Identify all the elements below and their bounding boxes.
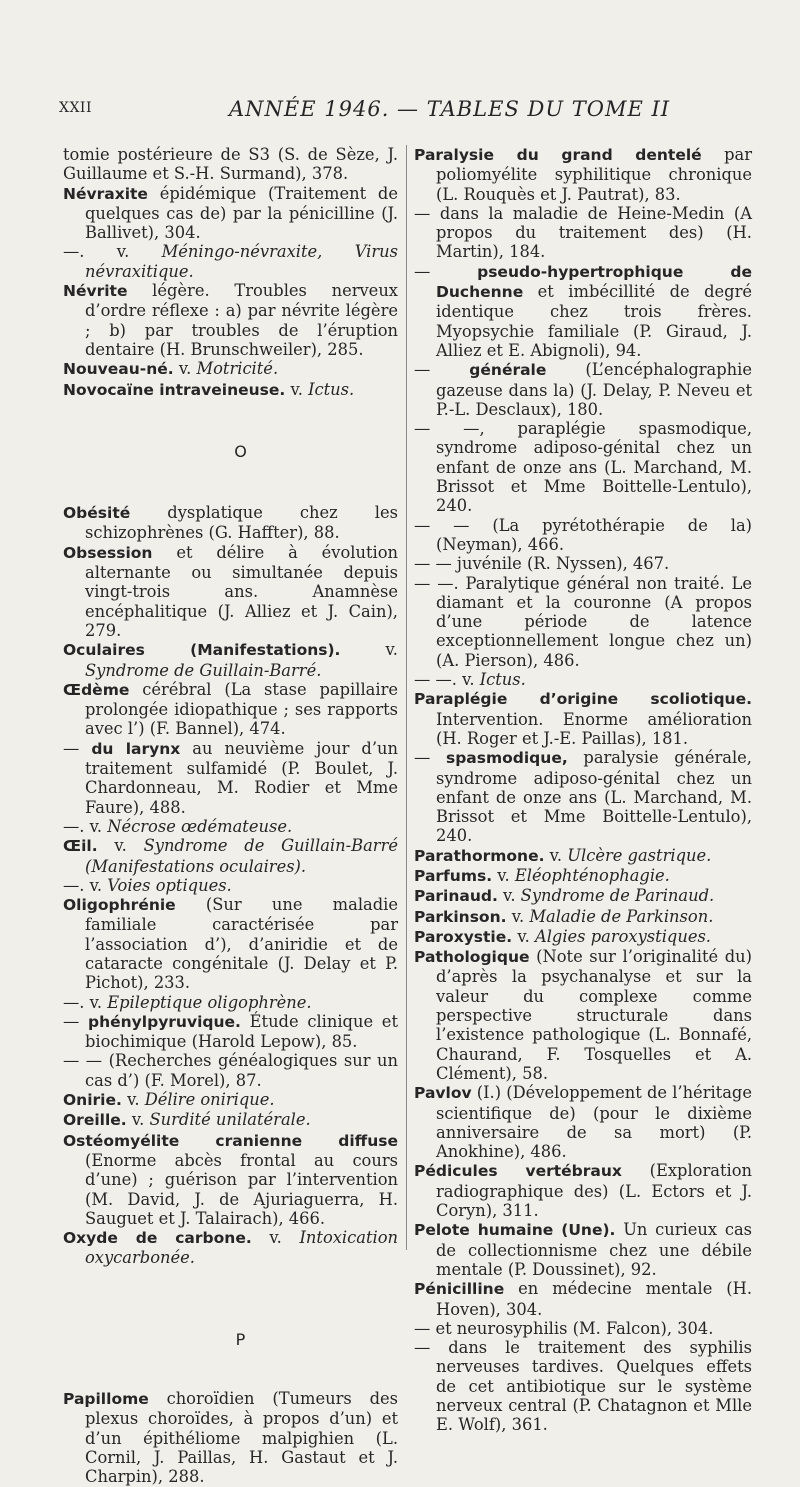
index-entry: Parfums. v. Eléophténophagie. [414,865,670,885]
page-header [59,97,749,128]
column-divider [406,145,407,1250]
index-entry: Obésité dysplatique chez les schizophrènes (G. Haffter), 88. [63,503,398,543]
index-entry: — —, paraplégie spasmodique, syndrome adiposo-génital chez un enfant de onze ans (L. Marchand, M. Brissot et Mme Boittelle-Lentulo), 240. [414,419,752,516]
index-entry: Pathologique (Note sur l’originalité du) d’après la psychanalyse et sur la valeur du complexe comme perspective structurale dans l’existence pathologique (L. Bonnafé, Chaurand, F. Tosquelles et A. Clément), 58. [414,947,752,1083]
index-entry: Oculaires (Manifestations). v. Syndrome de Guillain-Barré. [63,640,398,680]
index-entry: Oxyde de carbone. v. Intoxication oxycarbonée. [63,1228,398,1268]
running-title: ANNÉE 1946. — TABLES DU TOME II [229,97,671,121]
index-entry: — —. v. Ictus. [414,670,526,690]
index-entry: Paralysie du grand dentelé par poliomyélite syphilitique chronique (L. Rouquès et J. Pautrat), 83. [414,145,752,204]
index-entry: Œil. v. Syndrome de Guillain-Barré (Manifestations oculaires). [63,836,398,876]
index-entry: — générale (L’encéphalographie gazeuse dans la) (J. Delay, P. Neveu et P.-L. Desclaux), 180. [414,360,752,419]
index-entry: Papillome choroïdien (Tumeurs des plexus choroïdes, à propos d’un) et d’un épithéliome malpighien (L. Cornil, J. Paillas, H. Gastaut et J. Charpin), 288. [63,1389,398,1487]
index-entry: Oreille. v. Surdité unilatérale. [63,1110,311,1130]
index-entry: Pavlov (I.) (Développement de l’héritage scientifique de) (pour le dixième anniversaire de sa mort) (P. Anokhine), 486. [414,1083,752,1162]
index-entry: — et neurosyphilis (M. Falcon), 304. [414,1318,714,1338]
index-entry: Obsession et délire à évolution alternante ou simultanée depuis vingt-trois ans. Anamnèse encéphalitique (J. Alliez et J. Cain), 279. [63,542,398,640]
index-entry: —. v. Voies optiques. [63,875,232,895]
index-entry: Ostéomyélite cranienne diffuse (Enorme abcès frontal au cours d’une) ; guérison par l’intervention (M. David, J. de Ajuriaguerra, H. Sauguet et J. Talairach), 466. [63,1131,398,1228]
index-entry: Onirie. v. Délire onirique. [63,1090,275,1110]
index-entry: —. v. Epileptique oligophrène. [63,992,312,1012]
index-entry: —. v. Nécrose œdémateuse. [63,816,293,836]
index-entry: — —. Paralytique général non traité. Le diamant et la couronne (A propos d’une période de latence exceptionnellement longue chez un) (A. Pierson), 486. [414,573,752,670]
section-letter-o: O [234,441,247,461]
index-entry: Œdème cérébral (La stase papillaire prolongée idiopathique ; ses rapports avec l’) (F. Bannel), 474. [63,679,398,739]
index-entry: Paraplégie d’origine scoliotique. Intervention. Enorme amélioration (H. Roger et J.-E. Paillas), 181. [414,690,752,748]
index-entry: —. v. Méningo-névraxite, Virus névraxitique. [63,242,398,281]
index-entry: — dans la maladie de Heine-Medin (A propos du traitement des) (H. Martin), 184. [414,203,752,262]
index-entry: Pénicilline en médecine mentale (H. Hoven), 304. [414,1279,752,1319]
index-entry: Pelote humaine (Une). Un curieux cas de collectionnisme chez une débile mentale (P. Doussinet), 92. [414,1220,753,1279]
index-entry: — dans le traitement des syphilis nerveuses tardives. Quelques effets de cet antibiotique sur le système nerveux central (P. Chatagnon et Mlle E. Wolf), 361. [414,1338,752,1435]
index-entry: Parkinson. v. Maladie de Parkinson. [414,906,714,926]
page-number: XXII [59,100,92,116]
index-entry: Névraxite épidémique (Traitement de quelques cas de) par la pénicilline (J. Ballivet), 304. [63,183,398,243]
index-entry: — du larynx au neuvième jour d’un traitement sulfamidé (P. Boulet, J. Chardonneau, M. Rodier et Mme Faure), 488. [63,738,398,817]
index-entry: Pédicules vertébraux (Exploration radiographique des) (L. Ectors et J. Coryn), 311. [414,1161,752,1221]
index-entry: Névrite légère. Troubles nerveux d’ordre réflexe : a) par névrite légère ; b) par troubles de l’éruption dentaire (H. Brunschweiler), 285. [63,281,398,359]
section-letter-p: P [235,1329,246,1349]
index-entry: Paroxystie. v. Algies paroxystiques. [414,926,711,946]
index-entry: — spasmodique, paralysie générale, syndrome adiposo-génital chez un enfant de onze ans (L. Marchand, M. Brissot et Mme Boittelle-Lentulo), 240. [414,748,752,846]
index-entry: Parinaud. v. Syndrome de Parinaud. [414,886,715,906]
index-entry: — phénylpyruvique. Étude clinique et biochimique (Harold Lepow), 85. [63,1011,398,1052]
left-column [63,145,398,1487]
index-entry: Novocaïne intraveineuse. v. Ictus. [63,379,355,399]
index-entry: — pseudo-hypertrophique de Duchenne et imbécillité de degré identique chez trois frères. Myopsychie familiale (P. Giraud, J. Alliez et E. Abignoli), 94. [414,261,752,360]
index-entry: Parathormone. v. Ulcère gastrique. [414,845,712,865]
index-entry: Oligophrénie (Sur une maladie familiale caractérisée par l’association d’), d’aniridie et de cataracte congénitale (J. Delay et P. Pichot), 233. [63,895,398,993]
index-entry: — — (La pyrétothérapie de la) (Neyman), 466. [414,515,752,554]
right-column [414,145,752,1435]
index-entry: — — juvénile (R. Nyssen), 467. [414,554,670,574]
index-entry: — — (Recherches généalogiques sur un cas d’) (F. Morel), 87. [63,1051,398,1090]
index-entry: tomie postérieure de S3 (S. de Sèze, J. Guillaume et S.-H. Surmand), 378. [63,145,398,184]
index-entry: Nouveau-né. v. Motricité. [63,359,279,379]
